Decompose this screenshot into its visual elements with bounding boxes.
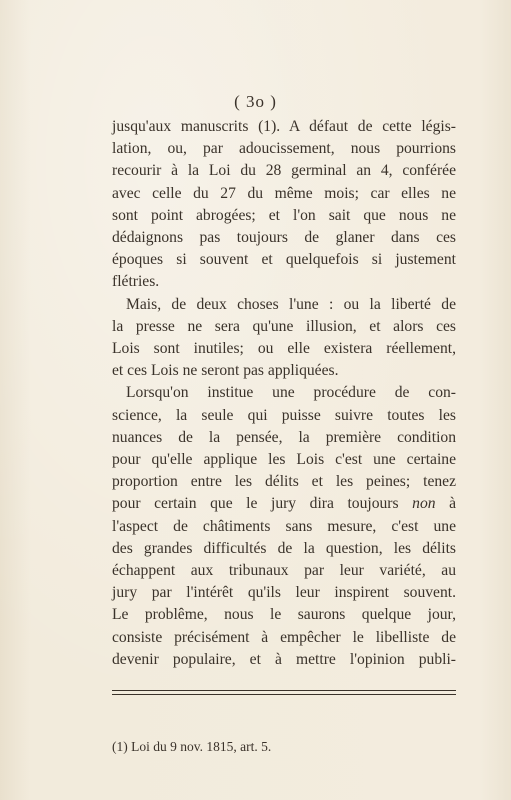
text-line: époques si souvent et quelquefois si justement (112, 251, 456, 269)
italic-word: non (412, 495, 436, 513)
text-line: recourir à la Loi du 28 germinal an 4, conférée (112, 162, 456, 180)
text-line: dédaignons pas toujours de glaner dans ces (112, 229, 456, 247)
text-line: sont point abrogées; et l'on sait que nous ne (112, 206, 456, 224)
footnote: (1) Loi du 9 nov. 1815, art. 5. (112, 739, 272, 754)
text-line: nuances de la pensée, la première condition (112, 428, 456, 446)
text-line: Mais, de deux choses l'une : ou la liberté de (126, 295, 456, 313)
text-segment: pour certain que le jury dira toujours (112, 495, 399, 513)
text-line: et ces Lois ne seront pas appliquées. (112, 362, 339, 380)
text-line: Le problême, nous le saurons quelque jour, (112, 606, 456, 624)
text-line: pour qu'elle applique les Lois c'est une certaine (112, 451, 456, 469)
text-line: la presse ne sera qu'une illusion, et alors ces (112, 317, 456, 335)
text-line: jusqu'aux manuscrits (1). A défaut de cette légis- (112, 118, 456, 135)
text-line: l'aspect de châtiments sans mesure, c'est une (112, 517, 456, 535)
footnote-rule-thin (112, 694, 456, 695)
text-line: devenir populaire, et à mettre l'opinion publi- (112, 650, 456, 668)
text-line: Lorsqu'on institue une procédure de con- (126, 384, 456, 402)
text-line: science, la seule qui puisse suivre toutes les (112, 406, 456, 424)
page-number: ( 3o ) (234, 92, 277, 111)
footnote-rule (112, 690, 456, 691)
text-line: flétries. (112, 273, 160, 291)
text-line: proportion entre les délits et les peines; tenez (112, 473, 456, 491)
text-line: avec celle du 27 du même mois; car elles ne (112, 184, 456, 202)
text-line: des grandes difficultés de la question, les délits (112, 539, 456, 557)
text-line: lation, ou, par adoucissement, nous pourrions (112, 140, 456, 158)
text-line: Lois sont inutiles; ou elle existera réellement, (112, 340, 456, 358)
text-segment: à (449, 495, 457, 513)
body-text (112, 116, 456, 671)
text-line: échappent aux tribunaux par leur variété, au (112, 562, 456, 580)
text-line: jury par l'intérêt qu'ils leur inspirent souvent. (112, 584, 456, 602)
text-line: consiste précisément à empêcher le libelliste de (112, 628, 456, 646)
text-line-with-italic (112, 493, 456, 515)
